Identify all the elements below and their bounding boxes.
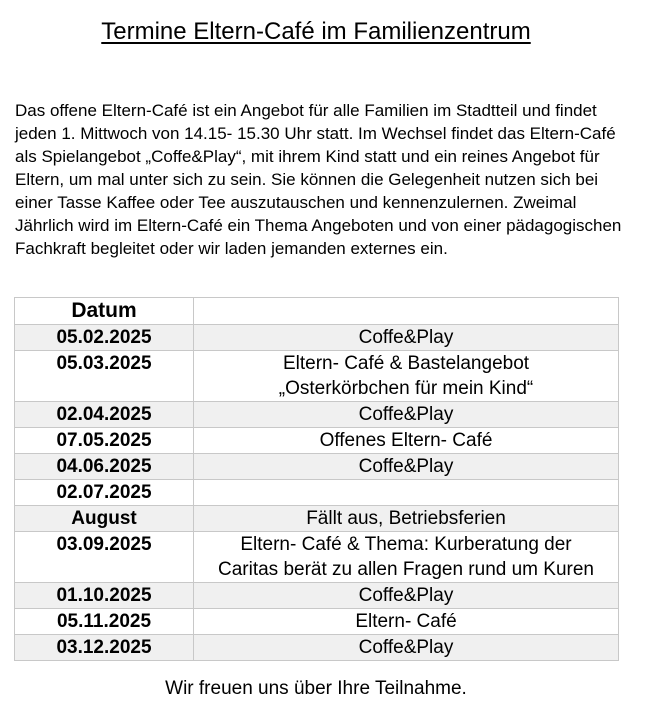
row-date: 05.02.2025 xyxy=(15,325,194,351)
table-row xyxy=(15,480,619,506)
table-row xyxy=(15,583,619,609)
row-event: Eltern- Café & Thema: Kurberatung der Caritas berät zu allen Fragen rund um Kuren xyxy=(194,532,619,583)
table-row xyxy=(15,351,619,402)
schedule-table xyxy=(14,297,619,661)
table-row xyxy=(15,454,619,480)
closing-note: Wir freuen uns über Ihre Teilnahme. xyxy=(165,678,467,699)
row-event: Coffe&Play xyxy=(194,583,619,609)
row-event: Coffe&Play xyxy=(194,454,619,480)
row-date: 07.05.2025 xyxy=(15,428,194,454)
table-row xyxy=(15,506,619,532)
row-date: 05.03.2025 xyxy=(15,351,194,402)
table-header-row xyxy=(15,298,619,325)
row-event: Offenes Eltern- Café xyxy=(194,428,619,454)
row-date: August xyxy=(15,506,194,532)
header-date: Datum xyxy=(15,298,194,325)
table-row xyxy=(15,325,619,351)
table-row xyxy=(15,402,619,428)
row-event: Coffe&Play xyxy=(194,635,619,661)
table-row xyxy=(15,532,619,583)
row-event: Coffe&Play xyxy=(194,325,619,351)
row-date: 02.04.2025 xyxy=(15,402,194,428)
row-date: 03.09.2025 xyxy=(15,532,194,583)
row-date: 01.10.2025 xyxy=(15,583,194,609)
row-date: 04.06.2025 xyxy=(15,454,194,480)
row-event: Eltern- Café xyxy=(194,609,619,635)
row-date: 02.07.2025 xyxy=(15,480,194,506)
header-event xyxy=(194,298,619,325)
intro-paragraph: Das offene Eltern-Café ist ein Angebot für alle Familien im Stadtteil und findet jeden 1. Mittwoch von 14.15- 15.30 Uhr statt. Im Wechsel findet das Eltern-Café als Spielangebot „Coffe&Play“, mit ihrem Kind statt und ein reines Angebot für Eltern, um mal unter sich zu sein. Sie können die Gelegenheit nutzen sich bei einer Tasse Kaffee oder Tee auszutauschen und kennenzulernen. Zweimal Jährlich wird im Eltern-Café ein Thema Angeboten und von einer pädagogischen Fachkraft begleitet oder wir laden jemanden externes ein. xyxy=(15,101,622,258)
row-date: 03.12.2025 xyxy=(15,635,194,661)
table-row xyxy=(15,635,619,661)
table-row xyxy=(15,428,619,454)
table-row xyxy=(15,609,619,635)
row-event: Fällt aus, Betriebsferien xyxy=(194,506,619,532)
row-date: 05.11.2025 xyxy=(15,609,194,635)
row-event: Eltern- Café & Bastelangebot „Osterkörbchen für mein Kind“ xyxy=(194,351,619,402)
page-title: Termine Eltern-Café im Familienzentrum xyxy=(101,18,531,45)
row-event: Coffe&Play xyxy=(194,402,619,428)
row-event xyxy=(194,480,619,506)
